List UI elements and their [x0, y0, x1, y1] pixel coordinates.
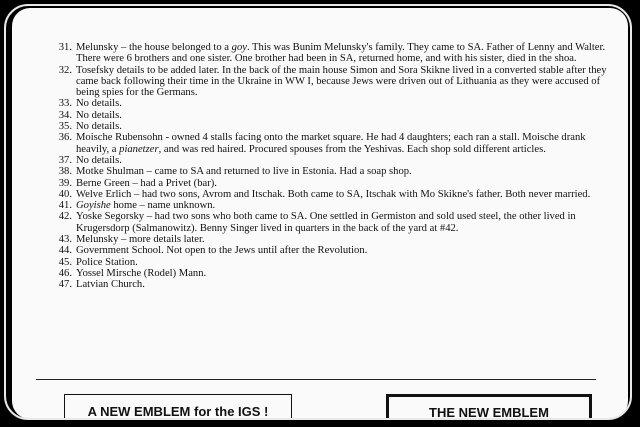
text-run: . This was Bunim Melunsky's family. They came to SA. Father of Lenny and Walter. There were 6 brothers and one sister. One brother had been in SA, returned home, and with his sister, died in the shoa.	[76, 42, 606, 65]
item-text	[76, 268, 608, 279]
text-run: Melunsky – the house belonged to a	[76, 42, 232, 53]
italic-term: pianetzer	[119, 143, 159, 155]
item-number: 41.	[58, 200, 72, 212]
text-run: Government School. Not open to the Jews until after the Revolution.	[76, 245, 368, 257]
text-run: No details.	[76, 109, 122, 121]
text-run: No details.	[76, 98, 122, 110]
item-text	[76, 121, 608, 132]
item-number: 45.	[58, 256, 72, 268]
list-item	[48, 98, 608, 109]
text-run: Motke Shulman – came to SA and returned to live in Estonia. Had a soap shop.	[76, 166, 412, 178]
section-divider	[36, 379, 596, 380]
text-run: Tosefsky details to be added later. In the back of the main house Simon and Sora Skikne lived in a converted stable after they came back following their time in the Ukraine in WW I, because Jews were driven out of Lithuania as they were accused of being spies for the Germans.	[76, 64, 607, 99]
emblem-box-right	[386, 394, 592, 419]
list-item	[48, 132, 608, 155]
item-text	[76, 200, 608, 211]
text-run: Latvian Church.	[76, 279, 145, 291]
item-number: 35.	[58, 121, 72, 133]
item-text	[76, 279, 608, 290]
item-number: 47.	[58, 279, 72, 291]
item-text	[76, 132, 608, 155]
item-number: 43.	[58, 234, 72, 246]
item-number: 40.	[58, 188, 72, 200]
emblem-box-right-text: THE NEW EMBLEM	[429, 405, 549, 419]
item-number: 46.	[58, 267, 72, 279]
list-item	[48, 279, 608, 290]
list-item	[48, 245, 608, 256]
text-run: home – name unknown.	[110, 200, 216, 212]
list-item	[48, 200, 608, 211]
list-item	[48, 257, 608, 268]
text-run: Police Station.	[76, 256, 138, 268]
item-number: 31.	[58, 42, 72, 53]
text-run: No details.	[76, 154, 122, 166]
numbered-list	[48, 42, 608, 291]
item-text	[76, 211, 608, 234]
italic-term: Goyishe	[76, 200, 111, 212]
list-item	[48, 166, 608, 177]
item-number: 44.	[58, 245, 72, 257]
text-run: No details.	[76, 121, 122, 133]
item-number: 39.	[58, 177, 72, 189]
text-run: Moische Rubensohn - owned 4 stalls facing onto the market square. He had 4 daughters; each ran a stall. Moische drank heavily, a	[76, 132, 586, 155]
emblem-box-left	[64, 394, 292, 419]
item-number: 38.	[58, 166, 72, 178]
text-run: , and was red haired. Procured spouses from the Yeshivas. Each shop sold different articles.	[158, 143, 546, 155]
list-item	[48, 155, 608, 166]
list-item	[48, 189, 608, 200]
item-text	[76, 110, 608, 121]
item-text	[76, 166, 608, 177]
item-text	[76, 98, 608, 109]
item-text	[76, 245, 608, 256]
text-run: Welve Erlich – had two sons, Avrom and Itschak. Both came to SA, Itschak with Mo Skikne's father. Both never married.	[76, 188, 591, 200]
italic-term: goy	[231, 42, 247, 53]
item-text	[76, 234, 608, 245]
item-number: 42.	[58, 211, 72, 223]
item-text	[76, 42, 608, 65]
item-text	[76, 155, 608, 166]
list-item	[48, 268, 608, 279]
item-number: 33.	[58, 98, 72, 110]
text-run: Yoske Segorsky – had two sons who both came to SA. One settled in Germiston and sold used steel, the other lived in Krugersdorp (Salmanowitz). Benny Singer lived in quarters in the back of the yard at #42.	[76, 211, 576, 234]
list-item	[48, 65, 608, 99]
text-run: Melunsky – more details later.	[76, 234, 205, 246]
item-number: 32.	[58, 64, 72, 76]
item-text	[76, 189, 608, 200]
item-number: 36.	[58, 132, 72, 144]
list-item	[48, 178, 608, 189]
item-text	[76, 65, 608, 99]
emblem-box-left-text: A NEW EMBLEM for the IGS !	[87, 404, 269, 419]
item-text	[76, 257, 608, 268]
list-item	[48, 110, 608, 121]
item-number: 34.	[58, 109, 72, 121]
text-run: Yossel Mirsche (Rodel) Mann.	[76, 267, 207, 279]
list-item	[48, 211, 608, 234]
item-number: 37.	[58, 154, 72, 166]
document-page	[12, 8, 628, 419]
list-item	[48, 42, 608, 65]
text-run: Berne Green – had a Privet (bar).	[76, 177, 217, 189]
item-text	[76, 178, 608, 189]
list-item	[48, 234, 608, 245]
list-item	[48, 121, 608, 132]
